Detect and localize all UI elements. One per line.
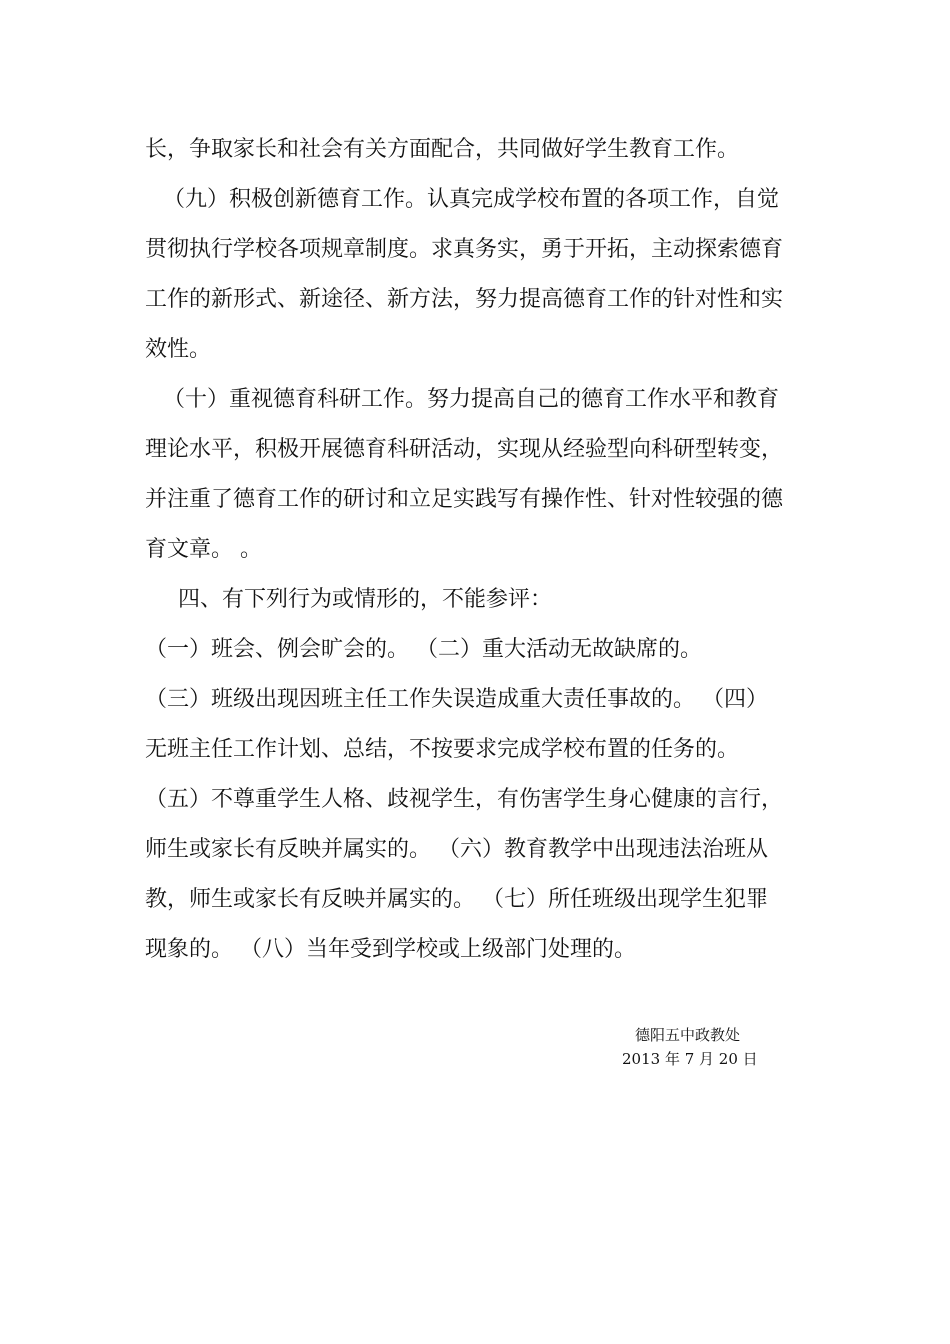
paragraph-line: 长，争取家长和社会有关方面配合，共同做好学生教育工作。 [145, 137, 740, 162]
signature-date: 2013 年 7 月 20 日 [622, 1050, 758, 1068]
paragraph-line: （一）班会、例会旷会的。 （二）重大活动无故缺席的。 [145, 637, 702, 662]
paragraph-line: 无班主任工作计划、总结，不按要求完成学校布置的任务的。 [145, 737, 740, 762]
section-heading: 四、有下列行为或情形的，不能参评： [178, 587, 553, 612]
paragraph-line: 现象的。 （八）当年受到学校或上级部门处理的。 [145, 937, 636, 962]
paragraph-line: （九）积极创新德育工作。认真完成学校布置的各项工作，自觉 [163, 187, 780, 212]
paragraph-line: 效性。 [145, 337, 212, 362]
paragraph-line: 贯彻执行学校各项规章制度。求真务实，勇于开拓，主动探索德育 [145, 237, 784, 262]
signature-org: 德阳五中政教处 [635, 1026, 741, 1044]
paragraph-line: （十）重视德育科研工作。努力提高自己的德育工作水平和教育 [163, 387, 780, 412]
paragraph-line: 并注重了德育工作的研讨和立足实践写有操作性、针对性较强的德 [145, 487, 784, 512]
paragraph-line: 师生或家长有反映并属实的。 （六）教育教学中出现违法治班从 [145, 837, 768, 862]
paragraph-line: 工作的新形式、新途径、新方法，努力提高德育工作的针对性和实 [145, 287, 784, 312]
paragraph-line: 教，师生或家长有反映并属实的。 （七）所任班级出现学生犯罪 [145, 887, 768, 912]
paragraph-line: （三）班级出现因班主任工作失误造成重大责任事故的。 （四） [145, 687, 768, 712]
paragraph-line: （五）不尊重学生人格、歧视学生，有伤害学生身心健康的言行， [145, 787, 784, 812]
paragraph-line: 理论水平，积极开展德育科研活动，实现从经验型向科研型转变， [145, 437, 784, 462]
paragraph-line: 育文章。 。 [145, 537, 262, 562]
